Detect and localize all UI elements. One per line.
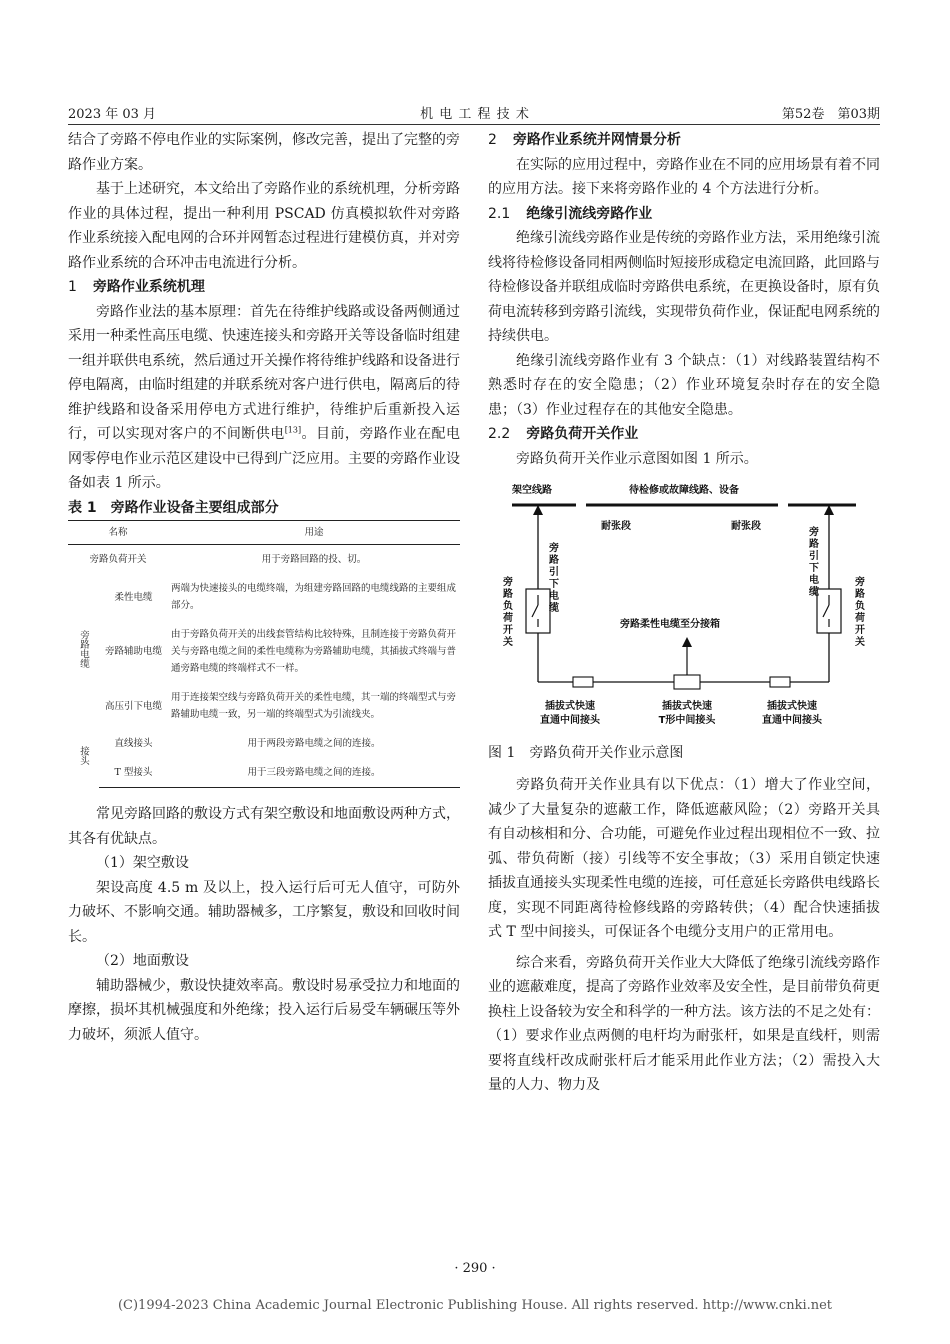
label-joint-left-1: 插拔式快速 xyxy=(545,701,595,712)
bypass-switch-diagram xyxy=(488,477,880,737)
laying-intro-paragraph: 常见旁路回路的敷设方式有架空敷设和地面敷设两种方式，其各有优缺点。 xyxy=(68,806,460,847)
label-joint-right-1: 插拔式快速 xyxy=(767,701,817,712)
table-header-name: 名称 xyxy=(68,521,168,545)
label-switch-left: 旁路负荷开关 xyxy=(503,577,513,648)
switch-blade-right xyxy=(823,605,829,617)
section-2-1-heading: 2.1 绝缘引流线旁路作业 xyxy=(488,205,653,222)
table-1 xyxy=(68,520,460,788)
table-row: 旁路负荷开关 用于旁路回路的投、切。 xyxy=(89,554,367,565)
label-branch: 旁路柔性电缆至分接箱 xyxy=(620,619,720,630)
ground-laying-text: 辅助器械少，敷设快捷效率高。敷设时易承受拉力和地面的摩擦，损坏其机械强度和外绝缘；投入运行后易受车辆碾压等外力破坏，须派人值守。 xyxy=(68,977,460,1043)
intro-paragraph-2: 基于上述研究，本文给出了旁路作业的系统机理，分析旁路作业的具体过程，提出一种利用 PSCAD 仿真模拟软件对旁路作业系统接入配电网的合环并网暂态过程进行建模仿真，并对旁路作业系统的合环冲击电流进行分析。 xyxy=(68,181,460,271)
section-2-1-paragraph-1: 绝缘引流线旁路作业是传统的旁路作业方法，采用绝缘引流线将待检修设备同相两侧临时短接形成稳定电流回路，此回路与待检修设备并联组成临时旁路供电系统，在更换设备时，原有负荷电流转移到旁路引流线，实现带负荷作业，保证配电网系统的持续供电。 xyxy=(488,230,880,344)
section-1-paragraph: 旁路作业法的基本原理：首先在待维护线路或设备两侧通过采用一种柔性高压电缆、快速连接头和旁路开关等设备临时组建一组并联供电系统，然后通过开关操作将待维护线路和设备进行停电隔离，由临时组建的并联系统对客户进行供电，隔离后的待维护线路和设备采用停电方式进行维护，待维护后重新投入运行，可以实现对客户的不间断供电[13]。目前，旁路作业在配电网零停电作业示范区建设中已得到广泛应用。主要的旁路作业设备如表 1 所示。 xyxy=(68,303,461,491)
table-row: 旁路电缆 柔性电缆 两端为快速接头的电缆终端，为组建旁路回路的电缆线路的主要组成部分。 xyxy=(68,574,460,620)
overhead-laying-text: 架设高度 4.5 m 及以上，投入运行后可无人值守，可防外力破坏、不影响交通。辅助器械多，工序繁复，敷设和回收时间长。 xyxy=(68,879,460,945)
label-down-left: 旁路引下电缆 xyxy=(549,543,559,614)
section-2-2-paragraph: 旁路负荷开关作业示意图如图 1 所示。 xyxy=(516,450,758,467)
switch-blade-left xyxy=(532,605,538,617)
table-1-caption: 表 1 旁路作业设备主要组成部分 xyxy=(68,499,279,516)
label-tension-right: 耐张段 xyxy=(731,521,761,532)
label-down-right: 旁路引下电缆 xyxy=(809,527,819,598)
table-row: 高压引下电缆 用于连接架空线与旁路负荷开关的柔性电缆，其一端的终端型式与旁路辅助电缆一致，另一端的终端型式为引流线夹。 xyxy=(104,692,457,720)
summary-paragraph: 综合来看，旁路负荷开关作业大大降低了绝缘引流线旁路作业的遮蔽难度，提高了旁路作业效率及安全性，是目前带负荷更换柱上设备较为安全和科学的一种方法。该方法的不足之处有：（1）要求作业点两侧的电杆均为耐张杆，如果是直线杆，则需要将直线杆改成耐张杆后才能采用此作业方法；（2）需投入大量的人力、物力及 xyxy=(488,954,880,1093)
section-1-heading: 1 旁路作业系统机理 xyxy=(68,279,205,295)
section-2-1-paragraph-2: 绝缘引流线旁路作业有 3 个缺点：（1）对线路装置结构不熟悉时存在的安全隐患；（2）作业环境复杂时存在的安全隐患；（3）作业过程存在的其他安全隐患。 xyxy=(488,352,880,418)
label-repair: 待检修或故障线路、设备 xyxy=(629,485,739,496)
label-tension-left: 耐张段 xyxy=(601,521,631,532)
citation-13[interactable]: [13] xyxy=(284,425,302,435)
header-date: 2023 年 03 月 xyxy=(68,107,157,122)
page-number: · 290 · xyxy=(454,1261,496,1276)
label-joint-mid-1: 插拔式快速 xyxy=(662,701,712,712)
label-joint-mid-2: T形中间接头 xyxy=(658,715,716,726)
ground-laying-title: （2）地面敷设 xyxy=(96,953,189,969)
intro-paragraph-1: 结合了旁路不停电作业的实际案例，修改完善，提出了完整的旁路作业方案。 xyxy=(68,132,460,173)
table-header-use: 用途 xyxy=(168,521,460,545)
overhead-laying-title: （1）架空敷设 xyxy=(96,855,189,871)
section-2-2-heading: 2.2 旁路负荷开关作业 xyxy=(488,426,639,442)
figure-1 xyxy=(488,477,880,765)
table-row: 旁路辅助电缆 由于旁路负荷开关的出线套管结构比较特殊，且制连接于旁路负荷开关与旁路电缆之间的柔性电缆称为旁路辅助电缆，其插拔式终端与普通旁路电缆的终端样式不一样。 xyxy=(104,629,457,674)
header-journal: 机 电 工 程 技 术 xyxy=(420,107,530,122)
advantages-paragraph: 旁路负荷开关作业具有以下优点：（1）增大了作业空间，减少了大量复杂的遮蔽工作，降低遮蔽风险；（2）旁路开关具有自动核相和分、合功能，可避免作业过程出现相位不一致、拉弧、带负荷断（接）引线等不安全事故；（3）采用自锁定快速插拔直通接头实现柔性电缆的连接，可任意延长旁路供电线路长度，实现不同距离待检修线路的旁路转供；（4）配合快速插拔式 T 型中间接头，可保证各个电缆分支用户的正常用电。 xyxy=(488,777,880,940)
table-row: T 型接头 用于三段旁路电缆之间的连接。 xyxy=(68,758,460,788)
copyright-footer: (C)1994-2023 China Academic Journal Electronic Publishing House. All rights reserved. http://www.cnki.net xyxy=(117,1298,833,1313)
label-joint-left-2: 直通中间接头 xyxy=(540,715,600,726)
label-overhead: 架空线路 xyxy=(512,485,552,496)
group-label-joint: 接头 xyxy=(77,745,89,765)
section-2-heading: 2 旁路作业系统并网情景分析 xyxy=(488,132,681,148)
label-joint-right-2: 直通中间接头 xyxy=(762,715,822,726)
arrow-branch xyxy=(682,637,692,647)
header-volume: 第52卷 第03期 xyxy=(781,107,880,122)
straight-joint-left xyxy=(573,677,593,687)
label-switch-right: 旁路负荷开关 xyxy=(855,577,865,648)
section-2-paragraph: 在实际的应用过程中，旁路作业在不同的应用场景有着不同的应用方法。接下来将旁路作业的 4 个方法进行分析。 xyxy=(488,156,880,197)
table-row: 接头 直线接头 用于两段旁路电缆之间的连接。 xyxy=(68,729,460,758)
t-joint-middle xyxy=(674,675,700,689)
straight-joint-right xyxy=(770,677,790,687)
header-rule xyxy=(68,124,880,125)
left-column xyxy=(68,128,460,1047)
group-label-cable: 旁路电缆 xyxy=(77,629,89,668)
figure-1-caption: 图 1 旁路负荷开关作业示意图 xyxy=(488,745,684,761)
right-column xyxy=(488,128,880,1098)
